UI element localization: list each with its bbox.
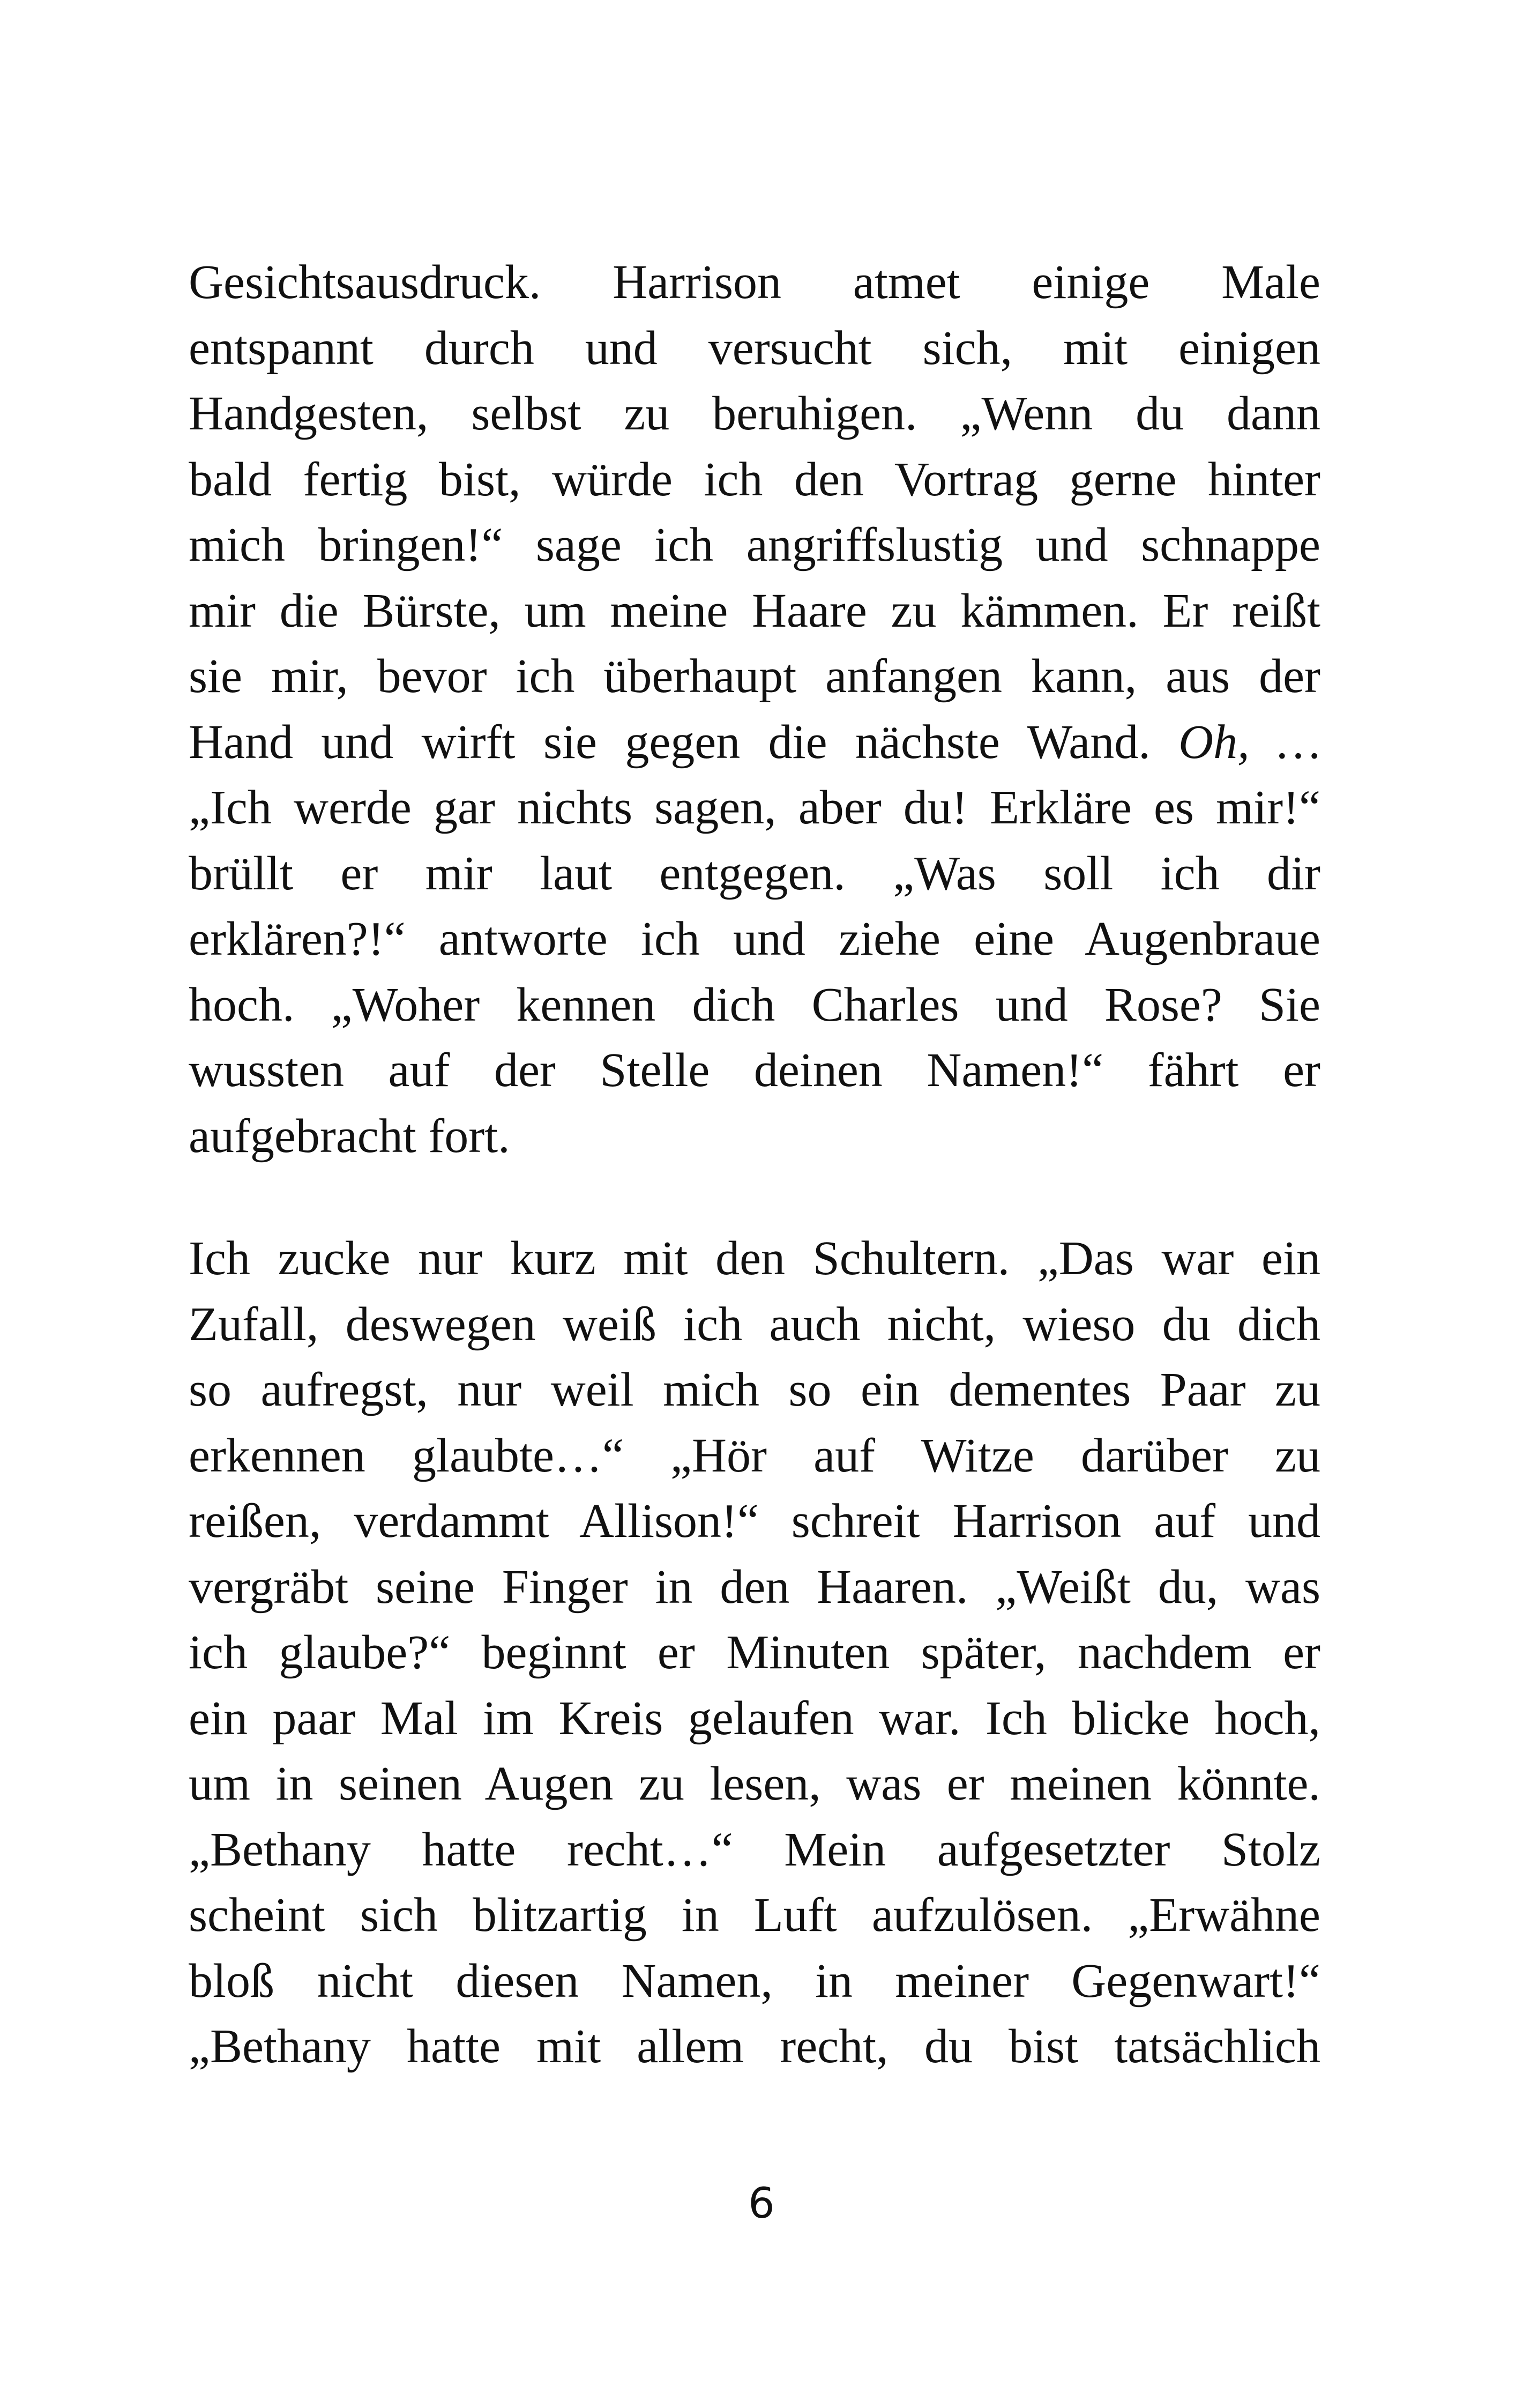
text-line: hoch. „Woher kennen dich Charles und Rose? Sie	[189, 978, 1320, 1031]
text-line: ich glaube?“ beginnt er Minuten später, nachdem er	[189, 1626, 1320, 1679]
text-line: bald fertig bist, würde ich den Vortrag gerne hinter	[189, 452, 1320, 506]
text-line: wussten auf der Stelle deinen Namen!“ fährt er	[189, 1044, 1320, 1097]
text-segment: Hand und wirft sie gegen die nächste Wand.	[189, 715, 1179, 769]
paragraph	[189, 250, 1320, 1169]
text-line: Zufall, deswegen weiß ich auch nicht, wieso du dich	[189, 1297, 1320, 1351]
body-text	[189, 250, 1320, 2080]
text-line: mich bringen!“ sage ich angriffslustig und schnappe	[189, 518, 1320, 571]
text-line: Handgesten, selbst zu beruhigen. „Wenn du dann	[189, 387, 1320, 440]
text-line: ein paar Mal im Kreis gelaufen war. Ich blicke hoch,	[189, 1691, 1320, 1745]
text-line: so aufregst, nur weil mich so ein dementes Paar zu	[189, 1363, 1320, 1416]
text-line	[189, 710, 1320, 776]
paragraph-gap	[189, 1169, 1320, 1226]
text-line: mir die Bürste, um meine Haare zu kämmen. Er reißt	[189, 584, 1320, 637]
paragraph	[189, 1226, 1320, 2080]
text-line: Ich zucke nur kurz mit den Schultern. „Das war ein	[189, 1232, 1320, 1285]
text-line: vergräbt seine Finger in den Haaren. „Weißt du, was	[189, 1560, 1320, 1614]
text-line: entspannt durch und versucht sich, mit einigen	[189, 321, 1320, 375]
text-line: scheint sich blitzartig in Luft aufzulösen. „Erwähne	[189, 1889, 1320, 1942]
italic-text: Oh, …	[1178, 715, 1320, 769]
page-number: 6	[748, 2180, 775, 2228]
text-line: erklären?!“ antworte ich und ziehe eine Augenbraue	[189, 912, 1320, 965]
text-line: brüllt er mir laut entgegen. „Was soll ich dir	[189, 846, 1320, 900]
text-line: „Bethany hatte mit allem recht, du bist tatsächlich	[189, 2020, 1320, 2073]
text-line: aufgebracht fort.	[189, 1109, 510, 1163]
text-line: „Ich werde gar nichts sagen, aber du! Erkläre es mir!“	[189, 781, 1320, 834]
text-line: um in seinen Augen zu lesen, was er meinen könnte.	[189, 1757, 1320, 1810]
text-line: bloß nicht diesen Namen, in meiner Gegenwart!“	[189, 1954, 1320, 2008]
text-line: reißen, verdammt Allison!“ schreit Harrison auf und	[189, 1495, 1320, 1548]
text-line: erkennen glaubte…“ „Hör auf Witze darüber zu	[189, 1429, 1320, 1482]
text-line: „Bethany hatte recht…“ Mein aufgesetzter Stolz	[189, 1823, 1320, 1876]
text-line: sie mir, bevor ich überhaupt anfangen kann, aus der	[189, 650, 1320, 703]
text-line: Gesichtsausdruck. Harrison atmet einige Male	[189, 256, 1320, 309]
